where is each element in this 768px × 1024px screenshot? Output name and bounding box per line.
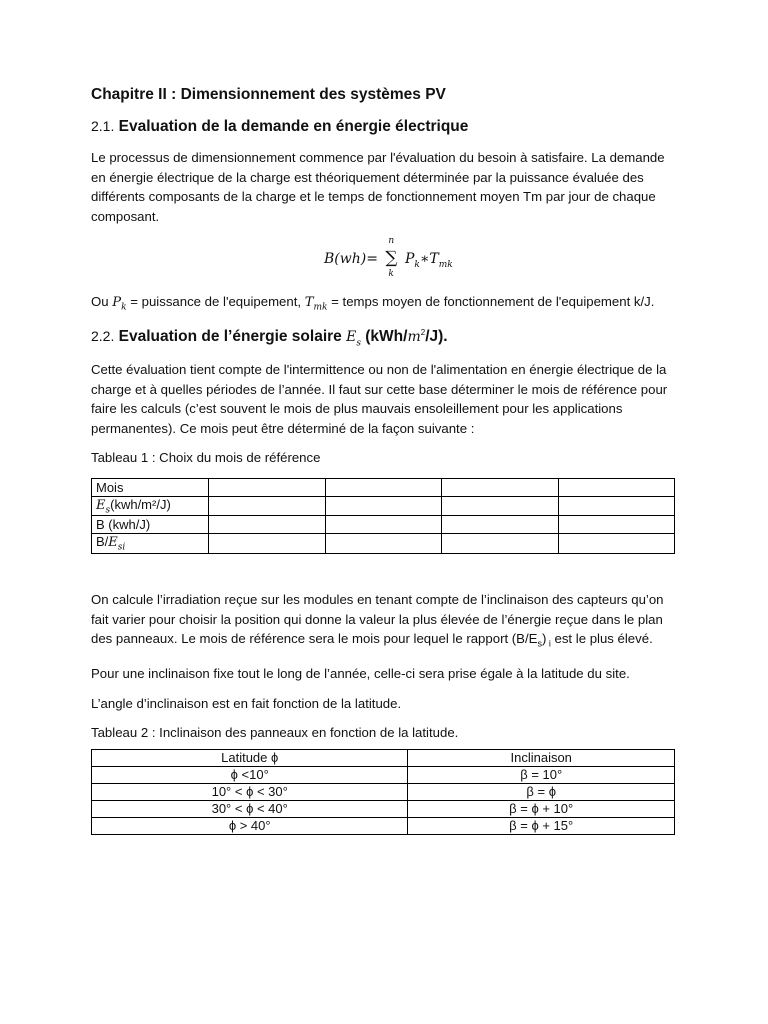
row-label: B (kwh/J) <box>96 517 151 533</box>
section-title-e: E <box>346 329 357 346</box>
table-row <box>92 783 675 800</box>
table-cell <box>558 478 675 496</box>
row-symbol-sub: si <box>117 543 126 554</box>
table-cell <box>442 534 559 554</box>
table-row <box>92 817 675 834</box>
table-cell <box>325 496 442 516</box>
table-row <box>92 478 675 496</box>
table-cell: 10° < ϕ < 30° <box>92 783 408 800</box>
table-cell: 30° < ϕ < 40° <box>92 800 408 817</box>
def-p-sub: k <box>121 302 127 313</box>
table-cell-label <box>92 496 209 516</box>
table1-caption: Tableau 1 : Choix du mois de référence <box>91 450 321 466</box>
row-label: B/ <box>96 534 109 550</box>
section-title-a: Evaluation de l’énergie solaire <box>114 328 347 346</box>
table-cell <box>209 534 326 554</box>
paragraph-angle: L’angle d’inclinaison est en fait fonction de la latitude. <box>91 695 402 711</box>
formula-times: ∗ <box>419 251 430 267</box>
table-cell <box>325 516 442 534</box>
table-row <box>92 516 675 534</box>
table-cell <box>209 496 326 516</box>
table-row <box>92 800 675 817</box>
chapter-title: Chapitre II : Dimensionnement des systèmes PV <box>91 86 446 103</box>
irradiation-sub2: i <box>546 638 551 649</box>
paragraph-fixed-inclination: Pour une inclinaison fixe tout le long de l’année, celle-ci sera prise égale à la latitude du site. <box>91 666 630 682</box>
irradiation-text-mid: ) <box>541 631 547 647</box>
section-title-b: (kWh/ <box>360 328 408 346</box>
sum-upper-bound: n <box>388 236 395 246</box>
table-cell-label <box>92 478 209 496</box>
table-cell <box>558 516 675 534</box>
table-cell: ϕ > 40° <box>92 817 408 834</box>
def-prefix: Ou <box>91 294 113 309</box>
section-heading-2-2 <box>91 328 681 348</box>
energy-formula <box>91 236 681 280</box>
section-title-sup: 2 <box>420 328 426 338</box>
formula-p: P <box>405 251 415 267</box>
table-cell: ϕ <10° <box>92 766 408 783</box>
table-cell <box>325 534 442 554</box>
row-symbol: E <box>108 535 118 551</box>
table-cell <box>442 496 559 516</box>
formula-p-sub: k <box>414 259 420 270</box>
table-cell <box>558 534 675 554</box>
def-t-symbol: T <box>304 295 314 310</box>
table-cell: β = ϕ + 15° <box>408 817 675 834</box>
sum-lower-bound: k <box>388 269 394 279</box>
section-title-c: /J). <box>425 328 448 346</box>
paragraph-solar: Cette évaluation tient compte de l'intermittence ou non de l'alimentation en énergie électrique de la charge et à quelles périodes de l’année. Il faut sur cette base déterminer le mois de référence pour faire les calculs (c’est souvent le mois de plus mauvais ensoleillement pour les applications permanentes). Ce mois peut être déterminé de la façon suivante : <box>91 362 668 436</box>
table-cell-label <box>92 516 209 534</box>
section-title: Evaluation de la demande en énergie électrique <box>114 118 469 135</box>
table-cell <box>325 478 442 496</box>
paragraph-definitions <box>91 292 681 318</box>
paragraph-demand: Le processus de dimensionnement commence par l'évaluation du besoin à satisfaire. La demande en énergie électrique de la charge est théoriquement déterminée par la puissance évaluée des différents composants de la charge et le temps de fonctionnement moyen Tm par jour de chaque composant. <box>91 150 665 224</box>
table-cell: β = ϕ + 10° <box>408 800 675 817</box>
table-cell-label <box>92 534 209 554</box>
formula-t: T <box>429 251 439 267</box>
table-cell: β = 10° <box>408 766 675 783</box>
irradiation-sub: s <box>537 638 542 649</box>
table-header-cell: Latitude ϕ <box>92 749 408 766</box>
section-number: 2.2. <box>91 328 115 345</box>
document-page <box>91 86 681 835</box>
inclination-table <box>91 749 675 835</box>
formula-t-sub: mk <box>438 259 453 270</box>
table-cell: β = ϕ <box>408 783 675 800</box>
row-unit: (kwh/m²/J) <box>110 496 171 512</box>
table-row <box>92 496 675 516</box>
section-title-e-sub: s <box>356 338 361 349</box>
section-number: 2.1. <box>91 118 115 134</box>
row-symbol: E <box>96 497 106 513</box>
table-row <box>92 534 675 554</box>
table-row <box>92 766 675 783</box>
def-t-sub: mk <box>313 302 328 313</box>
table-cell <box>209 516 326 534</box>
sum-sigma: ∑ <box>385 248 398 268</box>
table-cell <box>209 478 326 496</box>
section-heading-2-1 <box>91 118 681 136</box>
def-p-text: = puissance de l'equipement, <box>126 294 305 309</box>
table-header-cell: Inclinaison <box>408 749 675 766</box>
row-label: Mois <box>96 479 124 495</box>
irradiation-text-a: On calcule l’irradiation reçue sur les modules en tenant compte de l’inclinaison des capteurs qu’on fait varier pour choisir la position qui donne la valeur la plus élevée de l’énergie reçue dans le plan des panneaux. Le mois de référence sera le mois pour lequel le rapport (B/E <box>91 592 664 647</box>
table-header-row <box>92 749 675 766</box>
table-cell <box>442 478 559 496</box>
table-cell <box>558 496 675 516</box>
reference-month-table <box>91 478 675 554</box>
row-symbol-sub: s <box>105 505 111 516</box>
section-title-m: m <box>407 329 421 346</box>
def-t-text: = temps moyen de fonctionnement de l'equipement k/J. <box>327 294 655 309</box>
paragraph-irradiation <box>91 590 681 654</box>
def-p-symbol: P <box>112 295 122 310</box>
irradiation-text-b: est le plus élevé. <box>550 631 653 647</box>
table-cell <box>442 516 559 534</box>
sum-symbol <box>382 236 400 279</box>
formula-lhs: B(wh)= <box>324 251 378 267</box>
table2-caption: Tableau 2 : Inclinaison des panneaux en fonction de la latitude. <box>91 725 459 741</box>
